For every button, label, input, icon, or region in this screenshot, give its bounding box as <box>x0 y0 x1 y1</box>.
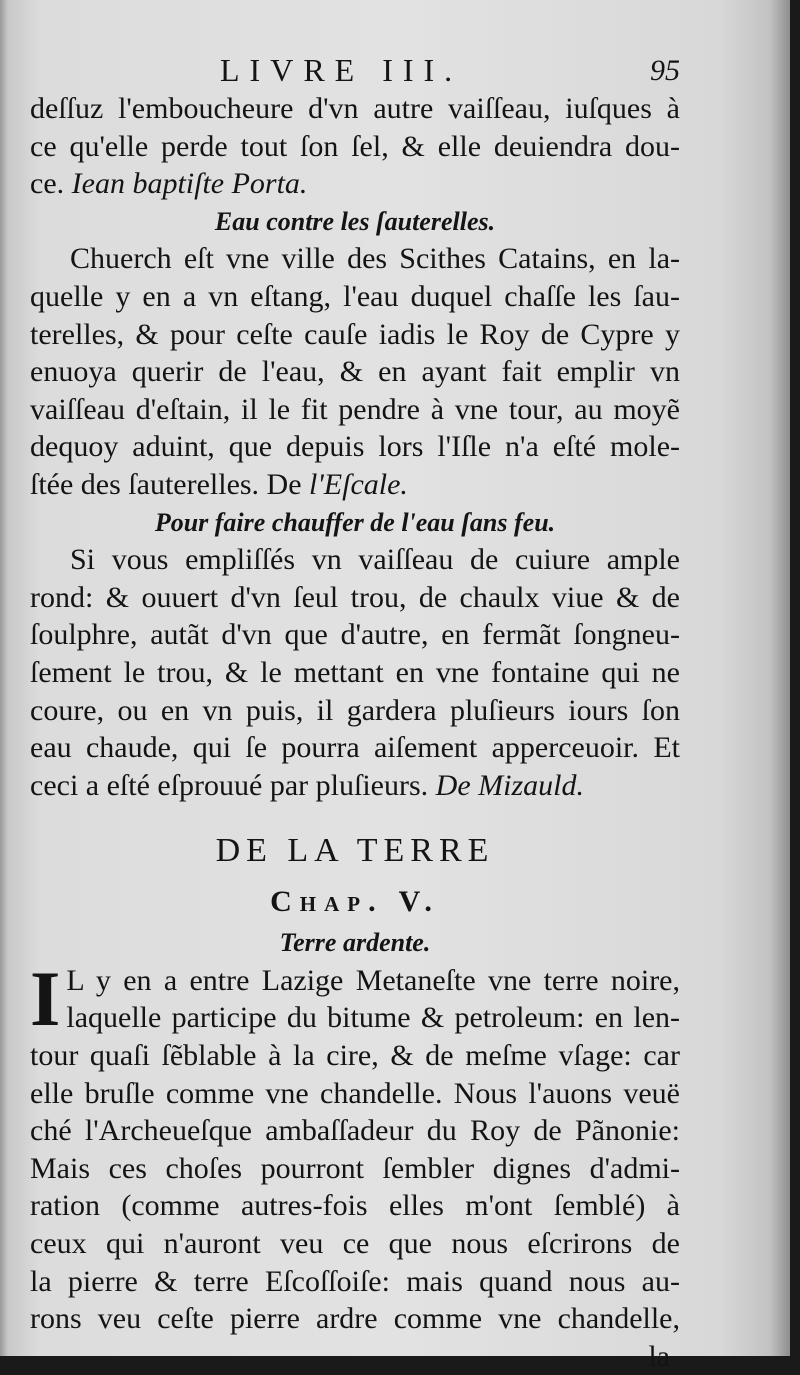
page-body <box>30 90 680 1375</box>
text-line: ſoulphre, autãt d'vn que d'autre, en fermãt ſongneu- <box>30 618 680 652</box>
text-line: Si vous empliſſés vn vaiſſeau de cuiure ample <box>70 543 680 577</box>
text-line: la pierre & terre Eſcoſſoiſe: mais quand nous au- <box>30 1264 680 1298</box>
text-line: rond: & ouuert d'vn ſeul trou, de chaulx viue & de <box>30 580 680 614</box>
page-number: 95 <box>650 54 680 87</box>
author-citation: Iean baptiſte Porta. <box>71 167 308 201</box>
section-title: DE LA TERRE <box>215 832 495 870</box>
text-line: coure, ou en vn puis, il gardera pluſieurs iours ſon <box>30 693 680 727</box>
drop-cap: I <box>30 954 61 1042</box>
text-line: Chuerch eſt vne ville des Scithes Catains, en la- <box>70 242 680 276</box>
chapter-title: Chap. V. <box>270 885 440 919</box>
author-citation: l'Eſcale. <box>309 467 408 501</box>
text-line: laquelle participe du bitume & petroleum: en len- <box>66 1001 680 1035</box>
text-line: Mais ces choſes pourront ſembler dignes d'admi- <box>30 1151 680 1185</box>
section-heading: Terre ardente. <box>279 928 431 958</box>
text-line <box>30 466 680 504</box>
running-head: LIVRE III. <box>220 52 463 88</box>
text-line: deſſuz l'embouchеure d'vn autre vaiſſeau, iuſques à <box>30 92 680 125</box>
text-line: terelles, & pour ceſte cauſe iadis le Roy de Cypre y <box>30 317 680 351</box>
text-line: ce qu'elle perde tout ſon ſel, & elle deuiendra dou- <box>30 129 680 163</box>
text-line: eau chaude, qui ſe pourra aiſement apperceuoir. Et <box>30 731 680 765</box>
text-line: vaiſſeau d'eſtain, il le fit pendre à vne tour, au moyẽ <box>30 392 680 426</box>
text-line-start: ſtée des ſauterelles. De <box>30 467 310 501</box>
text-line: elle bruſle comme vne chandelle. Nous l'auons veuë <box>30 1076 680 1110</box>
catchword: la <box>648 1339 670 1373</box>
page-header <box>30 52 680 92</box>
text-line: L y en a entre Lazige Metaneſte vne terre noire, <box>66 963 680 997</box>
text-line: tour quaſi ſẽblable à la cire, & de meſme vſage: car <box>30 1039 680 1073</box>
paragraph-with-dropcap <box>30 954 680 1042</box>
text-line: ration (comme autres-fois elles m'ont ſemblé) à <box>30 1189 680 1223</box>
text-line: dequoy aduint, que depuis lors l'Iſle n'a eſté mole- <box>30 430 680 464</box>
text-line: ſement le trou, & le mettant en vne fontaine qui ne <box>30 655 680 689</box>
text-line: enuoya querir de l'eau, & en ayant fait emplir vn <box>30 355 680 389</box>
text-line: ché l'Archeueſque ambaſſadeur du Roy de Pãnonie: <box>30 1114 680 1148</box>
text-line-start: ce. <box>30 167 72 201</box>
section-heading: Pour faire chauffer de l'eau ſans feu. <box>154 507 556 537</box>
text-line: rons veu ceſte pierre ardre comme vne chandelle, <box>30 1302 680 1336</box>
text-line: quelle y en a vn eſtang, l'eau duquel chaſſe les ſau- <box>30 279 680 313</box>
author-citation: De Mizauld. <box>435 768 584 802</box>
text-line: ceux qui n'auront veu ce que nous eſcrirons de <box>30 1227 680 1261</box>
text-line-start: ceci a eſté eſprouué par pluſieurs. <box>30 768 436 802</box>
section-heading: Eau contre les ſauterelles. <box>214 206 496 236</box>
text-line <box>30 767 680 805</box>
text-line <box>30 165 680 203</box>
